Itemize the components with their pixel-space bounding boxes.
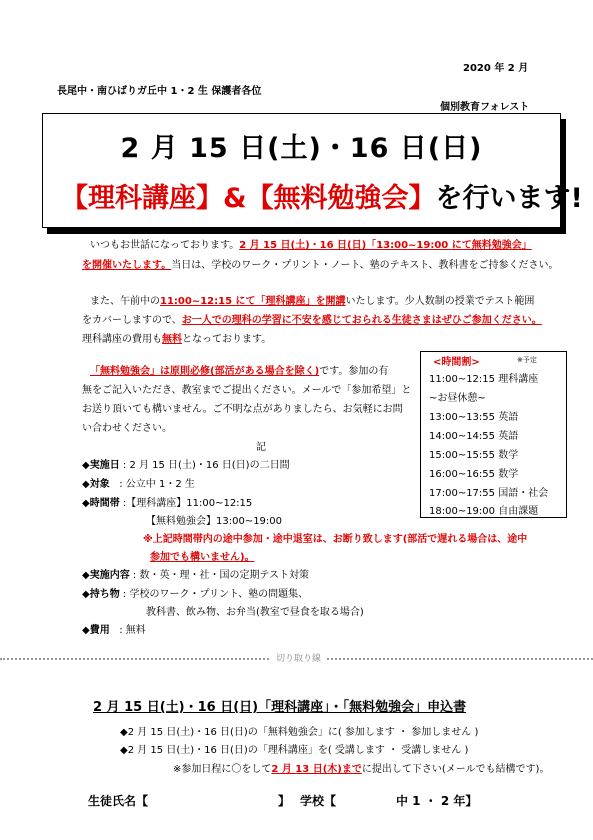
para1-line2 [82, 256, 559, 275]
detail-items [82, 585, 308, 600]
recipient-line: 長尾中・南ひばりガ丘中 1・2 生 保護者各位 [57, 86, 262, 97]
detail-time-note2: 参加でも構いません)。 [150, 552, 255, 563]
ki-mark: 記 [256, 442, 266, 453]
para2-text: また、午前中の [90, 296, 160, 307]
timetable-row: 11:00~12:15 理科講座 [429, 374, 539, 385]
cut-line-label: 切り取り線 [270, 651, 327, 664]
detail-target-label: ◆対象 [82, 479, 110, 490]
para1-text2: 当日は、学校のワーク・プリント・ノート、塾のテキスト、教科書をご持参ください。 [171, 260, 559, 271]
detail-items-label: ◆持ち物 [82, 589, 120, 600]
detail-fee [82, 621, 146, 636]
event-title-red: 【理科講座】&【無料勉強会】 [61, 183, 436, 214]
timetable-row: 15:00~15:55 数学 [429, 450, 519, 461]
para2-text3: をカバーしますので、 [82, 315, 182, 326]
form-question-science[interactable]: ◆2 月 15 日(土)・16 日(日)の「理科講座」を( 受講します ・ 受講しません ) [120, 745, 469, 756]
event-title [61, 176, 583, 215]
para1-line1 [90, 236, 532, 255]
detail-time-value1: :【理科講座】11:00~12:15 [122, 498, 253, 509]
para1-highlight: 2 月 15 日(土)・16 日(日)「13:00~19:00 にて無料勉強会」 [239, 240, 532, 251]
timetable-row: 16:00~16:55 数学 [429, 469, 519, 480]
detail-target [82, 475, 195, 490]
para1-text: いつもお世話になっております。 [90, 240, 240, 251]
detail-date-label: ◆実施日 [82, 460, 120, 471]
student-name-label: 生徒氏名【 [88, 794, 149, 808]
student-name-field[interactable] [160, 790, 270, 806]
para3-highlight: 「無料勉強会」は原則必修(部活がある場合を除く) [90, 366, 320, 377]
school-label: 学校【 [300, 794, 337, 808]
event-date-title: 2 月 15 日(土)・16 日(日) [120, 133, 483, 164]
detail-date [82, 456, 290, 471]
timetable-row: ~お昼休憩~ [429, 393, 486, 404]
school-field[interactable] [345, 790, 390, 806]
para2-line1 [90, 292, 534, 311]
detail-content-value: : 数・英・理・社・国の定期テスト対策 [132, 570, 310, 581]
detail-fee-value: : 無料 [119, 625, 146, 636]
para2-free: 無料 [162, 334, 182, 345]
student-name-close: 】 [278, 794, 291, 808]
detail-items-value2: 教科書、飲み物、お弁当(教室で昼食を取る場合) [146, 607, 364, 618]
detail-content-label: ◆実施内容 [82, 570, 130, 581]
detail-time-value2: 【無料勉強会】13:00~19:00 [146, 516, 283, 527]
detail-target-value: : 公立中 1・2 生 [119, 479, 195, 490]
timetable-note: ※予定 [517, 356, 537, 364]
form-note-text2: に提出して下さい(メールでも結構です)。 [361, 764, 550, 775]
form-deadline: 2 月 13 日(木)まで [271, 764, 362, 775]
detail-fee-label: ◆費用 [82, 625, 110, 636]
para3-line3: お送り頂いても構いません。ご不明な点がありましたら、お気軽にお問 [82, 404, 403, 415]
timetable-row: 13:00~13:55 英語 [429, 412, 519, 423]
detail-date-value: : 2 月 15 日(土)・16 日(日)の二日間 [122, 460, 290, 471]
para2-text4: 理科講座の費用も [82, 334, 162, 345]
form-title: 2 月 15 日(土)・16 日(日)「理科講座」・「無料勉強会」申込書 [93, 700, 467, 715]
detail-time-label: ◆時間帯 [82, 498, 120, 509]
para2-line2 [82, 311, 542, 330]
para2-text2: いたします。少人数制の授業でテスト範囲 [345, 296, 535, 307]
para3-line4: い合わせください。 [82, 423, 172, 434]
para3-text: です。参加の有 [319, 366, 389, 377]
para1-highlight2: を開催いたします。 [82, 260, 172, 271]
form-question-study[interactable]: ◆2 月 15 日(土)・16 日(日)の「無料勉強会」に( 参加します ・ 参加しません ) [120, 727, 479, 738]
para3-line2: 無をご記入いただき、教室までご提出ください。メールで「参加希望」と [82, 385, 412, 396]
para2-text5: となっております。 [182, 334, 272, 345]
sender-name: 個別教育フォレスト [440, 102, 530, 113]
detail-time-note1: ※上記時間帯内の途中参加・途中退室は、お断り致します(部活で遅れる場合は、途中 [143, 534, 528, 545]
timetable-title: <時間割> [433, 357, 480, 368]
detail-time [82, 494, 252, 509]
form-note [173, 760, 549, 775]
event-title-suffix: を行います! [435, 183, 583, 214]
para3-line1 [90, 362, 388, 381]
para2-highlight: 11:00~12:15 にて「理科講座」を開講 [160, 296, 346, 307]
para2-line3 [82, 330, 271, 349]
title-box [42, 113, 583, 228]
timetable-box [420, 351, 567, 518]
timetable-row: 18:00~19:00 自由課題 [429, 506, 539, 517]
timetable-row: 17:00~17:55 国語・社会 [429, 488, 549, 499]
detail-items-value1: : 学校のワーク・プリント、塾の問題集、 [122, 589, 309, 600]
document-date: 2020 年 2 月 [463, 63, 529, 74]
form-note-text: ※参加日程に〇をして [173, 764, 272, 775]
timetable-row: 14:00~14:55 英語 [429, 431, 519, 442]
grade-label: 中 1 ・ 2 年】 [396, 794, 478, 808]
para2-highlight2: お一人での理科の学習に不安を感じておられる生徒さまはぜひご参加ください。 [181, 315, 542, 326]
detail-content [82, 566, 309, 581]
